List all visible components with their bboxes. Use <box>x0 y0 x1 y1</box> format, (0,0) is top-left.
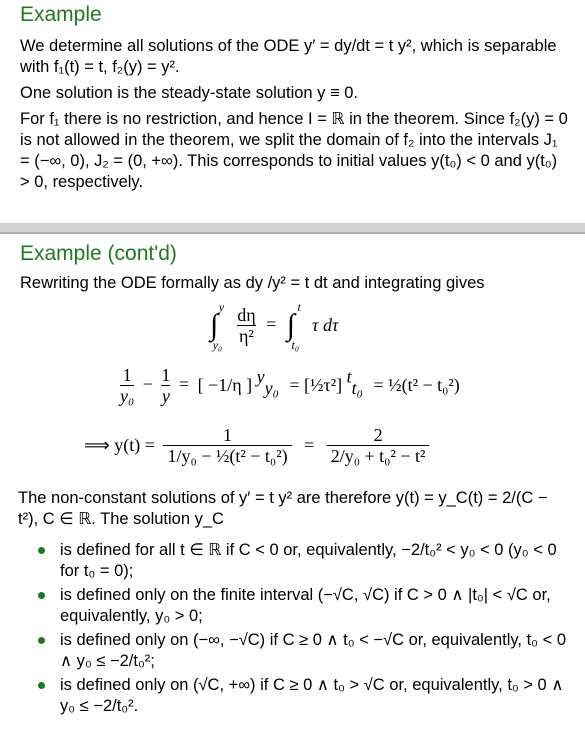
eq2-bracket: [ −1/η ] <box>197 375 253 395</box>
slide-example-contd <box>0 243 585 294</box>
eq3-frac-2 <box>327 425 430 466</box>
eq3-equals: = <box>304 435 315 455</box>
solution-case-item <box>18 585 571 627</box>
eq2-mid-sub: t₀ <box>351 378 363 399</box>
eq2-minus: − <box>142 373 153 394</box>
solution-case-text: is defined for all t ∈ ℝ if C < 0 or, equivalently, −2/t₀² < y₀ < 0 (y₀ < 0 for t₀ = 0); <box>60 541 557 580</box>
eq2-b-den: y <box>161 386 170 406</box>
slide-divider-top <box>0 223 585 232</box>
eq2-rhs: = ½(t² − t₀²) <box>373 375 460 395</box>
solutions-paragraph: The non-constant solutions of y′ = t y² are therefore y(t) = y_C(t) = 2/(C − t²), C ∈ ℝ. The solution y_C <box>18 489 548 528</box>
example-contd-heading: Example (cont'd) <box>20 242 177 265</box>
eq2-a-den: y₀ <box>120 386 135 406</box>
eq3-f1-den: 1/y₀ − ½(t² − t₀²) <box>163 445 291 466</box>
integral-sign-right: ∫ <box>286 308 296 342</box>
example-body <box>20 36 571 193</box>
example-paragraph-1: We determine all solutions of the ODE y′ = dy/dt = t y², which is separable with f₁(t) = t, f₂(y) = y². <box>20 37 557 76</box>
int-right-upper: t <box>297 299 301 314</box>
eq2-a-num: 1 <box>122 365 132 385</box>
solution-case-text: is defined only on (√C, +∞) if C ≥ 0 ∧ t₀ > √C or, equivalently, t₀ > 0 ∧ y₀ ≤ −2/t₀². <box>60 676 564 715</box>
int-left-integrand <box>237 305 255 346</box>
bullet-dot-icon <box>38 637 45 644</box>
eq2-mid-sup: t <box>346 366 352 387</box>
solution-case-text: is defined only on (−∞, −√C) if C ≥ 0 ∧ t₀ < −√C or, equivalently, t₀ < 0 ∧ y₀ ≤ −2/t₀²; <box>60 631 567 670</box>
eq2-bracket-sup: y <box>256 366 265 387</box>
int-left-upper: y <box>218 299 225 314</box>
example-paragraph-3: For f₁ there is no restriction, and hence I = ℝ in the theorem. Since f₂(y) = 0 is not allowed in the theorem, we split the domain of f₂ into the intervals J₁ = (−∞, 0), J₂ = (0, +∞). This corresponds to initial values y(t₀) < 0 and y(t₀) > 0, respectively. <box>20 110 568 191</box>
eq2-bracket-sub: y₀ <box>264 378 279 399</box>
int-left-lower: y₀ <box>212 337 223 352</box>
eq3-f2-num: 2 <box>373 425 383 445</box>
eq2-frac-b <box>161 365 170 406</box>
solution-case-item <box>18 630 571 672</box>
example-heading: Example <box>20 3 102 26</box>
example-contd-intro: Rewriting the ODE formally as dy /y² = t dt and integrating gives <box>20 274 485 292</box>
eq3-frac-1 <box>163 425 291 466</box>
bullet-dot-icon <box>38 547 45 554</box>
solution-case-item <box>18 675 571 717</box>
equation-evaluated: $\frac{1}{\text{y₀}}$ − $\frac{1}{y}$ = [ −1/η ] $^y_{y_0}$ = [½τ²] $^t_{t_0}$ = ½(t² − t₀²) <box>120 365 460 406</box>
equation-solution <box>84 425 429 466</box>
solution-case-item <box>18 540 571 582</box>
slide-divider-bottom <box>0 232 585 234</box>
solution-cases-list <box>18 540 571 717</box>
int-right-body: τ dτ <box>312 315 339 335</box>
eq2-frac-a <box>120 365 134 406</box>
int-right-lower: t₀ <box>291 337 300 352</box>
eq1-equals: = <box>266 313 277 334</box>
eq2-b-num: 1 <box>161 365 171 385</box>
eq3-f2-den: 2/y₀ + t₀² − t² <box>327 445 430 466</box>
solutions-section <box>18 488 571 720</box>
integral-sign-left: ∫ <box>210 308 219 342</box>
bullet-dot-icon <box>38 682 45 689</box>
eq3-lhs: ⟹ y(t) = <box>84 435 155 455</box>
equation-integrals <box>210 299 339 352</box>
example-paragraph-2: One solution is the steady-state solution y ≡ 0. <box>20 84 358 102</box>
int-left-den: η² <box>239 326 254 346</box>
solution-case-text: is defined only on the finite interval (−√C, √C) if C > 0 ∧ |t₀| < √C or, equivalently, y₀ > 0; <box>60 586 551 625</box>
slide-example <box>0 4 585 193</box>
eq3-f1-num: 1 <box>223 425 233 445</box>
bullet-dot-icon <box>38 592 45 599</box>
eq2-mid: = [½τ²] <box>289 375 343 395</box>
int-left-num: dη <box>237 305 256 325</box>
